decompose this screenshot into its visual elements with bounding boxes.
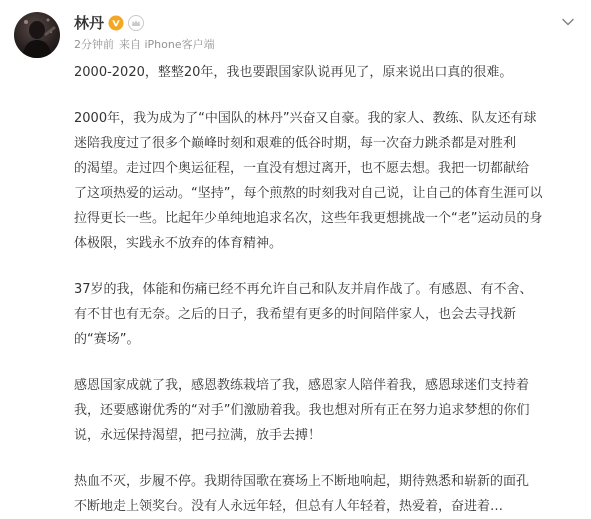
text-line: 的渴望。走过四个奥运征程，一直没有想过离开，也不愿去想。我把一切都献给 <box>74 161 530 176</box>
text-line: 热血不灭，步履不停。我期待国歌在赛场上不断地响起，期待熟悉和崭新的面孔 <box>74 474 530 489</box>
paragraph <box>74 60 574 85</box>
post-meta <box>74 37 215 53</box>
chevron-down-icon[interactable] <box>561 14 575 28</box>
text-line: 的“赛场”。 <box>74 332 140 347</box>
text-line: 我，还要感谢优秀的“对手”们激励着我。我也想对所有正在努力追求梦想的你们 <box>74 403 530 418</box>
text-line: 37岁的我，体能和伤痛已经不再允许自己和队友并肩作战了。有感恩、有不舍、 <box>74 282 533 297</box>
author-row <box>74 12 144 34</box>
paragraph <box>74 106 574 256</box>
crown-icon[interactable] <box>128 15 144 31</box>
text-line: 2000-2020，整整20年，我也要跟国家队说再见了，原来说出口真的很难。 <box>74 65 513 80</box>
post-time[interactable]: 2分钟前 <box>74 38 114 51</box>
text-line: 有不甘也有无奈。之后的日子，我希望有更多的时间陪伴家人，也会去寻找新 <box>74 307 517 322</box>
post-content <box>74 60 574 519</box>
text-line: 体极限，实践永不放弃的体育精神。 <box>74 236 283 251</box>
text-line: 2000年，我为成为了“中国队的林丹”兴奋又自豪。我的家人、教练、队友还有球 <box>74 111 537 126</box>
paragraph <box>74 277 574 352</box>
text-line: 感恩国家成就了我，感恩教练栽培了我，感恩家人陪伴着我，感恩球迷们支持着 <box>74 378 530 393</box>
text-line: 拉得更长一些。比起年少单纯地追求名次，这些年我更想挑战一个“老”运动员的身 <box>74 211 543 226</box>
post-source: 来自 iPhone客户端 <box>119 38 215 51</box>
paragraph <box>74 469 574 519</box>
author-name[interactable]: 林丹 <box>74 14 105 32</box>
text-line: 了这项热爱的运动。“坚持”，每个煎熬的时刻我对自己说，让自己的体育生涯可以 <box>74 186 543 201</box>
avatar-photo <box>14 12 60 58</box>
text-line: 迷陪我度过了很多个巅峰时刻和艰难的低谷时期，每一次奋力跳杀都是对胜利 <box>74 136 517 151</box>
text-line: 说，永远保持渴望，把弓拉满，放手去搏！ <box>74 428 322 443</box>
author-avatar[interactable] <box>14 12 60 58</box>
verified-v-badge-icon <box>108 15 124 31</box>
text-line: 不断地走上领奖台。没有人永远年轻，但总有人年轻着，热爱着，奋进着… <box>74 499 504 514</box>
paragraph <box>74 373 574 448</box>
